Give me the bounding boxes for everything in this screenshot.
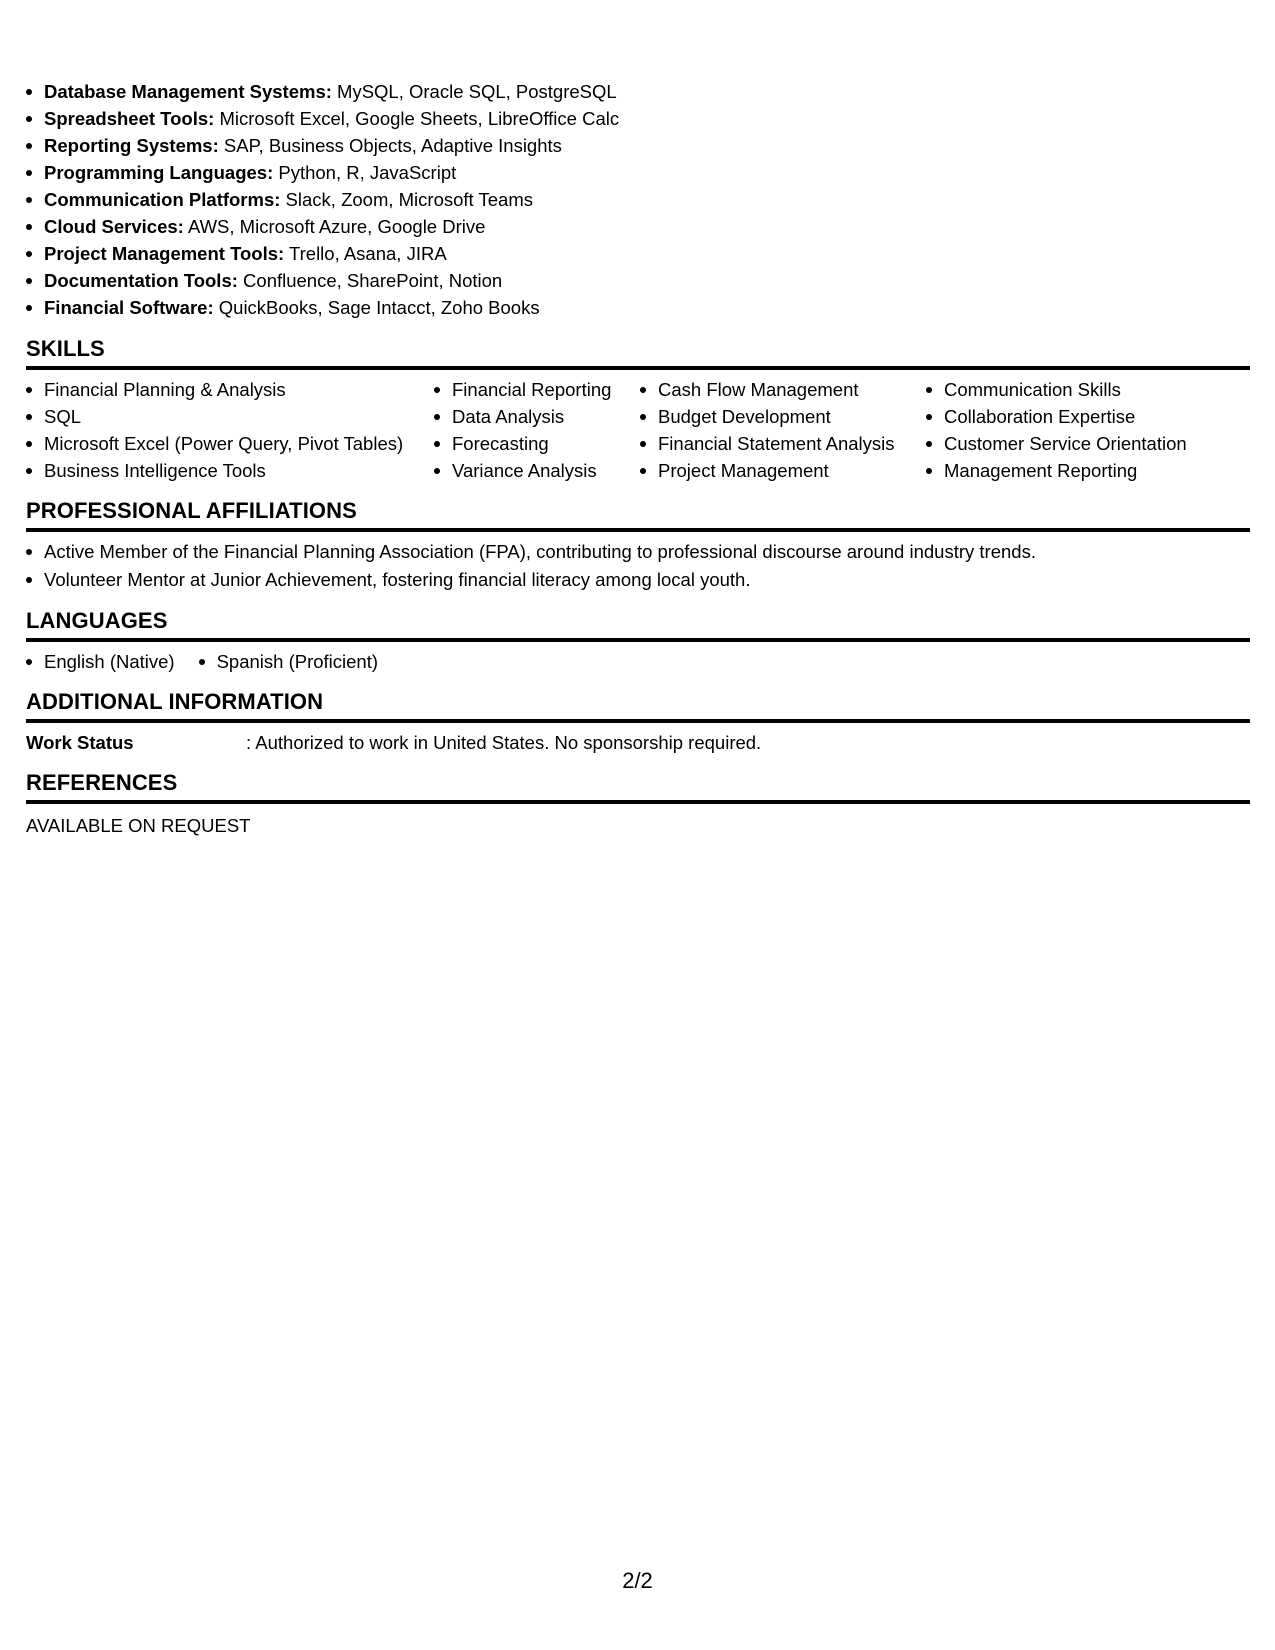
affiliations-list <box>26 538 1250 594</box>
tool-label: Financial Software: <box>44 297 214 318</box>
work-status-label: Work Status <box>26 732 134 753</box>
skill-item: Financial Statement Analysis <box>640 430 926 457</box>
tool-label: Reporting Systems: <box>44 135 219 156</box>
skills-column <box>26 376 434 484</box>
tool-value: Slack, Zoom, Microsoft Teams <box>280 189 533 210</box>
section-title-skills: SKILLS <box>26 336 1250 370</box>
tool-item-database <box>26 78 1250 105</box>
skill-item: Communication Skills <box>926 376 1226 403</box>
additional-info-section <box>26 689 1250 756</box>
tool-item-programming <box>26 159 1250 186</box>
tool-item-project-management <box>26 240 1250 267</box>
tool-item-documentation <box>26 267 1250 294</box>
skill-item: Project Management <box>640 457 926 484</box>
skill-item: Management Reporting <box>926 457 1226 484</box>
skill-item: Microsoft Excel (Power Query, Pivot Tables) <box>26 430 434 457</box>
skill-item: Variance Analysis <box>434 457 640 484</box>
section-title-additional-info: ADDITIONAL INFORMATION <box>26 689 1250 723</box>
work-status-row <box>26 729 1250 756</box>
skills-column <box>434 376 640 484</box>
skill-item: Budget Development <box>640 403 926 430</box>
tool-label: Communication Platforms: <box>44 189 281 210</box>
skill-item: Financial Reporting <box>434 376 640 403</box>
resume-content <box>26 78 1250 839</box>
tool-value: MySQL, Oracle SQL, PostgreSQL <box>331 81 617 102</box>
skill-item: Cash Flow Management <box>640 376 926 403</box>
skills-column <box>926 376 1226 484</box>
affiliation-item: Volunteer Mentor at Junior Achievement, fostering financial literacy among local youth. <box>26 566 1250 594</box>
affiliation-item: Active Member of the Financial Planning Association (FPA), contributing to professional discourse around industry trends. <box>26 538 1250 566</box>
tools-list <box>26 78 1250 322</box>
references-text: AVAILABLE ON REQUEST <box>26 815 251 836</box>
section-title-affiliations: PROFESSIONAL AFFILIATIONS <box>26 498 1250 532</box>
skills-column <box>640 376 926 484</box>
tool-item-spreadsheet <box>26 105 1250 132</box>
affiliations-section <box>26 498 1250 594</box>
tool-value: Microsoft Excel, Google Sheets, LibreOffice Calc <box>214 108 620 129</box>
work-status-value: : Authorized to work in United States. No sponsorship required. <box>246 732 762 753</box>
tool-label: Spreadsheet Tools: <box>44 108 215 129</box>
tool-value: Confluence, SharePoint, Notion <box>237 270 503 291</box>
skill-item: Business Intelligence Tools <box>26 457 434 484</box>
tool-value: AWS, Microsoft Azure, Google Drive <box>183 216 486 237</box>
tool-item-communication <box>26 186 1250 213</box>
tool-label: Documentation Tools: <box>44 270 238 291</box>
tool-label: Project Management Tools: <box>44 243 285 264</box>
tool-label: Programming Languages: <box>44 162 274 183</box>
tool-value: QuickBooks, Sage Intacct, Zoho Books <box>213 297 540 318</box>
skill-item: Collaboration Expertise <box>926 403 1226 430</box>
language-item: English (Native) <box>26 648 175 675</box>
skill-item: Data Analysis <box>434 403 640 430</box>
tool-item-financial-software <box>26 294 1250 322</box>
references-section <box>26 770 1250 839</box>
tool-value: SAP, Business Objects, Adaptive Insights <box>218 135 562 156</box>
tool-label: Cloud Services: <box>44 216 184 237</box>
tool-item-reporting <box>26 132 1250 159</box>
skill-item: SQL <box>26 403 434 430</box>
tool-value: Trello, Asana, JIRA <box>284 243 447 264</box>
tool-label: Database Management Systems: <box>44 81 332 102</box>
tool-item-cloud <box>26 213 1250 240</box>
languages-section <box>26 608 1250 675</box>
skill-item: Financial Planning & Analysis <box>26 376 434 403</box>
section-title-languages: LANGUAGES <box>26 608 1250 642</box>
section-title-references: REFERENCES <box>26 770 1250 804</box>
skills-section <box>26 336 1250 484</box>
languages-list <box>26 648 1250 675</box>
tool-value: Python, R, JavaScript <box>273 162 457 183</box>
page-number: 2/2 <box>622 1568 653 1593</box>
skills-grid <box>26 376 1250 484</box>
skill-item: Customer Service Orientation <box>926 430 1226 457</box>
language-item: Spanish (Proficient) <box>199 648 378 675</box>
skill-item: Forecasting <box>434 430 640 457</box>
